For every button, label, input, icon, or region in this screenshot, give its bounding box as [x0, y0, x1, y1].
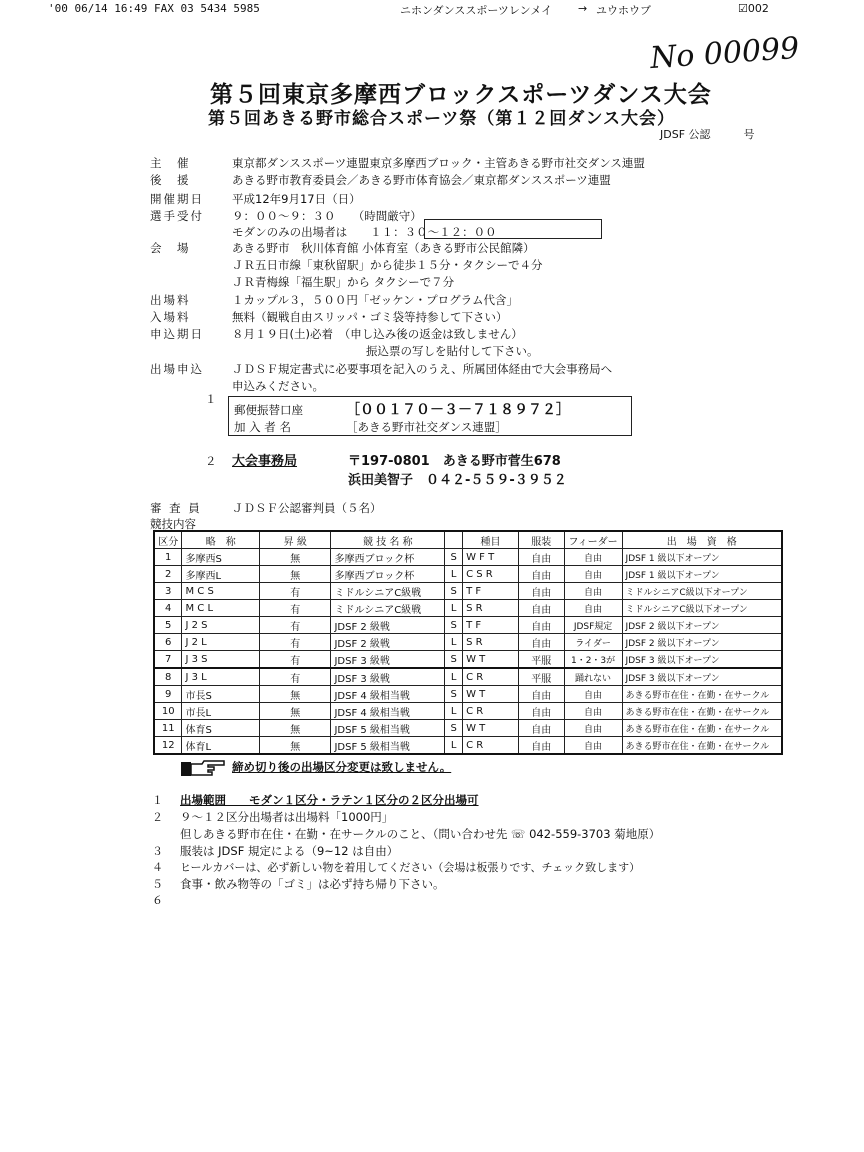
table-cell: 自由	[518, 737, 564, 755]
table-cell: JDSF 4 級相当戦	[331, 686, 445, 703]
table-cell: あきる野市在住・在勤・在サークル	[622, 720, 782, 737]
table-row	[154, 686, 782, 703]
table-cell: 9	[154, 686, 182, 703]
table-cell: M C L	[182, 600, 260, 617]
table-row	[154, 617, 782, 634]
table-cell: 自由	[564, 686, 622, 703]
info-value: 振込票の写しを貼付して下さい。	[366, 344, 539, 358]
table-cell: T F	[463, 617, 519, 634]
table-cell: S	[445, 651, 463, 669]
table-cell: 自由	[564, 720, 622, 737]
table-cell: 自由	[564, 583, 622, 600]
table-cell: JDSF 2 級以下オープン	[622, 617, 782, 634]
table-cell: ミドルシニアC級戦	[331, 600, 445, 617]
table-cell: 自由	[518, 703, 564, 720]
table-cell: JDSF 3 級以下オープン	[622, 668, 782, 686]
table-cell: JDSF 5 級相当戦	[331, 720, 445, 737]
table-row	[154, 549, 782, 566]
table-cell: L	[445, 737, 463, 755]
table-row	[154, 651, 782, 669]
table-cell: J 2 L	[182, 634, 260, 651]
note-number: ５	[152, 878, 163, 891]
judges-value: ＪＤＳＦ公認審判員（５名）	[232, 501, 382, 515]
table-cell: 無	[260, 703, 331, 720]
table-cell: あきる野市在住・在勤・在サークル	[622, 703, 782, 720]
table-cell: あきる野市在住・在勤・在サークル	[622, 686, 782, 703]
table-header-cell: 昇 級	[260, 531, 331, 549]
table-cell: 平服	[518, 668, 564, 686]
contents-label: 競技内容	[150, 517, 196, 531]
info-value: ＪＲ五日市線「東秋留駅」から徒歩１５分・タクシーで４分	[232, 258, 543, 272]
info-value: 東京都ダンススポーツ連盟東京多摩西ブロック・主管あきる野市社交ダンス連盟	[232, 156, 645, 170]
info-value: ９：００～９：３０ （時間厳守）	[232, 209, 422, 223]
table-cell: 自由	[518, 617, 564, 634]
table-row	[154, 600, 782, 617]
table-header-cell: 区分	[154, 531, 182, 549]
table-cell: 12	[154, 737, 182, 755]
table-cell: 無	[260, 737, 331, 755]
table-cell: ミドルシニアC級以下オープン	[622, 583, 782, 600]
table-cell: 7	[154, 651, 182, 669]
info-label: 出場料	[150, 293, 191, 307]
table-cell: JDSF 2 級戦	[331, 634, 445, 651]
table-cell: JDSF 3 級戦	[331, 668, 445, 686]
info-label: 出場申込	[150, 362, 204, 376]
table-cell: 6	[154, 634, 182, 651]
table-cell: J 2 S	[182, 617, 260, 634]
competition-table	[153, 530, 783, 755]
table-cell: 8	[154, 668, 182, 686]
info-label: 開催期日	[150, 192, 204, 206]
note-text: ９～１２区分出場者は出場料「1000円」	[180, 810, 394, 824]
table-cell: S	[445, 720, 463, 737]
fax-sender: ニホンダンススポーツレンメイ	[400, 4, 553, 17]
postal-account: ［００１７０－３－７１８９７２］	[346, 402, 570, 418]
table-cell: あきる野市在住・在勤・在サークル	[622, 737, 782, 755]
table-cell: W T	[463, 686, 519, 703]
table-cell: W T	[463, 720, 519, 737]
note-number: ６	[152, 894, 163, 907]
table-cell: ライダー	[564, 634, 622, 651]
table-cell: 無	[260, 686, 331, 703]
page-title: 第５回東京多摩西ブロックスポーツダンス大会	[210, 82, 712, 108]
table-cell: ミドルシニアC級以下オープン	[622, 600, 782, 617]
table-cell: 自由	[518, 720, 564, 737]
table-cell: C S R	[463, 566, 519, 583]
table-cell: S	[445, 686, 463, 703]
fax-header-left: '00 06/14 16:49 FAX 03 5434 5985	[48, 2, 260, 15]
info-label: 会 場	[150, 241, 191, 255]
table-cell: M C S	[182, 583, 260, 600]
office-contact: 浜田美智子 ０４２-５５９-３９５２	[348, 473, 567, 488]
note-number: ２	[152, 811, 163, 824]
table-cell: 自由	[564, 737, 622, 755]
table-row	[154, 583, 782, 600]
table-cell: L	[445, 703, 463, 720]
fax-arrow: →	[578, 2, 588, 15]
table-cell: 自由	[564, 600, 622, 617]
info-value: あきる野市教育委員会／あきる野市体育協会／東京都ダンススポーツ連盟	[232, 173, 611, 187]
table-cell: 踊れない	[564, 668, 622, 686]
table-row	[154, 737, 782, 755]
table-cell: W T	[463, 651, 519, 669]
fax-receiver: ユウホウブ	[596, 4, 651, 17]
table-cell: 1・2・3が	[564, 651, 622, 669]
table-cell: C R	[463, 668, 519, 686]
table-cell: JDSF 3 級以下オープン	[622, 651, 782, 669]
table-cell: 自由	[518, 549, 564, 566]
table-cell: 無	[260, 720, 331, 737]
table-cell: 多摩西S	[182, 549, 260, 566]
table-cell: L	[445, 600, 463, 617]
warning-text: 締め切り後の出場区分変更は致しません。	[232, 760, 452, 774]
page-subtitle: 第５回あきる野市総合スポーツ祭（第１２回ダンス大会）	[208, 109, 675, 129]
table-cell: 自由	[564, 703, 622, 720]
note-number: ３	[152, 845, 163, 858]
table-cell: S R	[463, 600, 519, 617]
table-cell: W F T	[463, 549, 519, 566]
table-cell: JDSF 3 級戦	[331, 651, 445, 669]
table-cell: JDSF 4 級相当戦	[331, 703, 445, 720]
table-cell: L	[445, 668, 463, 686]
fax-page: ☑002	[738, 2, 769, 15]
table-cell: J 3 S	[182, 651, 260, 669]
note-text: 出場範囲 モダン１区分・ラテン１区分の２区分出場可	[180, 793, 479, 807]
table-cell: 有	[260, 668, 331, 686]
info-value: ＪＲ青梅線「福生駅」から タクシーで７分	[232, 275, 455, 289]
table-cell: 自由	[518, 566, 564, 583]
table-cell: 自由	[518, 600, 564, 617]
table-cell: 自由	[564, 549, 622, 566]
info-value: 平成12年9月17日（日）	[232, 192, 361, 206]
handwritten-number: No 00099	[648, 30, 801, 77]
info-label: 入場料	[150, 310, 191, 324]
jdsf-approval: JDSF 公認 号	[660, 128, 755, 141]
table-row	[154, 720, 782, 737]
table-cell: 有	[260, 634, 331, 651]
note-number: １	[152, 794, 163, 807]
table-header-cell: 競 技 名 称	[331, 531, 445, 549]
info-value: モダンのみの出場者は １１：３０～１２：００	[232, 225, 497, 239]
table-cell: 平服	[518, 651, 564, 669]
info-label: 選手受付	[150, 209, 204, 223]
table-cell: JDSF 2 級以下オープン	[622, 634, 782, 651]
judges-label: 審 査 員	[150, 501, 202, 515]
table-cell: JDSF 1 級以下オープン	[622, 549, 782, 566]
pointing-hand-icon	[180, 758, 226, 782]
table-cell: C R	[463, 703, 519, 720]
table-cell: JDSF 5 級相当戦	[331, 737, 445, 755]
table-cell: 有	[260, 651, 331, 669]
table-cell: 自由	[518, 634, 564, 651]
info-value: あきる野市 秋川体育館 小体育室（あきる野市公民館隣）	[232, 241, 535, 255]
table-cell: J 3 L	[182, 668, 260, 686]
note-text: 服装は JDSF 規定による（9~12 は自由）	[180, 844, 399, 858]
postal-label: 加 入 者 名	[234, 420, 291, 434]
info-value: 無料（観戦自由スリッパ・ゴミ袋等持参して下さい）	[232, 310, 508, 324]
info-label: 申込期日	[150, 327, 204, 341]
table-cell: S	[445, 549, 463, 566]
info-value: ８月１９日(土)必着 （申し込み後の返金は致しません）	[232, 327, 523, 341]
table-cell: 有	[260, 617, 331, 634]
info-value: 申込みください。	[232, 379, 324, 393]
table-cell: 市長L	[182, 703, 260, 720]
table-cell: 自由	[518, 583, 564, 600]
table-cell: C R	[463, 737, 519, 755]
office-address: 〒197-0801 あきる野市菅生678	[348, 454, 561, 469]
table-cell: JDSF 1 級以下オープン	[622, 566, 782, 583]
time-box	[424, 219, 602, 239]
table-cell: T F	[463, 583, 519, 600]
table-row	[154, 634, 782, 651]
table-cell: S R	[463, 634, 519, 651]
info-value: ＪＤＳＦ規定書式に必要事項を記入のうえ、所属団体経由で大会事務局へ	[232, 362, 613, 376]
table-header-cell: フィーダー	[564, 531, 622, 549]
table-cell: L	[445, 566, 463, 583]
table-cell: 無	[260, 549, 331, 566]
postal-label: 郵便振替口座	[234, 403, 303, 417]
table-cell: 2	[154, 566, 182, 583]
table-cell: 自由	[564, 566, 622, 583]
table-cell: 多摩西ブロック杯	[331, 549, 445, 566]
table-header-cell: 略 称	[182, 531, 260, 549]
table-cell: 有	[260, 583, 331, 600]
table-header-cell: 服装	[518, 531, 564, 549]
table-header-cell	[445, 531, 463, 549]
table-cell: 4	[154, 600, 182, 617]
table-cell: 無	[260, 566, 331, 583]
note-text: 食事・飲み物等の「ゴミ」は必ず持ち帰り下さい。	[180, 877, 445, 891]
note-text: ヒールカバーは、必ず新しい物を着用してください（会場は板張りです、チェック致します）	[180, 861, 641, 874]
note-text: 但しあきる野市在住・在勤・在サークルのこと、（問い合わせ先 ☏ 042-559-3703 菊地原）	[180, 827, 661, 841]
info-label: 後 援	[150, 173, 191, 187]
table-cell: 市長S	[182, 686, 260, 703]
table-header-cell: 種目	[463, 531, 519, 549]
table-row	[154, 703, 782, 720]
table-cell: 体育L	[182, 737, 260, 755]
table-cell: 11	[154, 720, 182, 737]
table-cell: 10	[154, 703, 182, 720]
table-header-row	[154, 531, 782, 549]
table-cell: 有	[260, 600, 331, 617]
table-row	[154, 566, 782, 583]
table-cell: JDSF規定	[564, 617, 622, 634]
table-cell: JDSF 2 級戦	[331, 617, 445, 634]
table-cell: 自由	[518, 686, 564, 703]
note-number: ４	[152, 861, 163, 874]
office-label: 大会事務局	[232, 454, 298, 469]
table-cell: 5	[154, 617, 182, 634]
info-value: １カップル３，５００円「ゼッケン・プログラム代含」	[232, 293, 519, 307]
table-cell: 1	[154, 549, 182, 566]
info-label: 主 催	[150, 156, 191, 170]
table-cell: 多摩西L	[182, 566, 260, 583]
item-number: １	[205, 392, 217, 406]
postal-holder: ［あきる野市社交ダンス連盟］	[346, 420, 507, 434]
item-number: ２	[205, 454, 217, 468]
table-cell: S	[445, 617, 463, 634]
table-header-cell: 出 場 資 格	[622, 531, 782, 549]
table-cell: 体育S	[182, 720, 260, 737]
table-cell: ミドルシニアC級戦	[331, 583, 445, 600]
table-cell: 多摩西ブロック杯	[331, 566, 445, 583]
table-cell: 3	[154, 583, 182, 600]
table-cell: L	[445, 634, 463, 651]
table-row	[154, 668, 782, 686]
table-cell: S	[445, 583, 463, 600]
